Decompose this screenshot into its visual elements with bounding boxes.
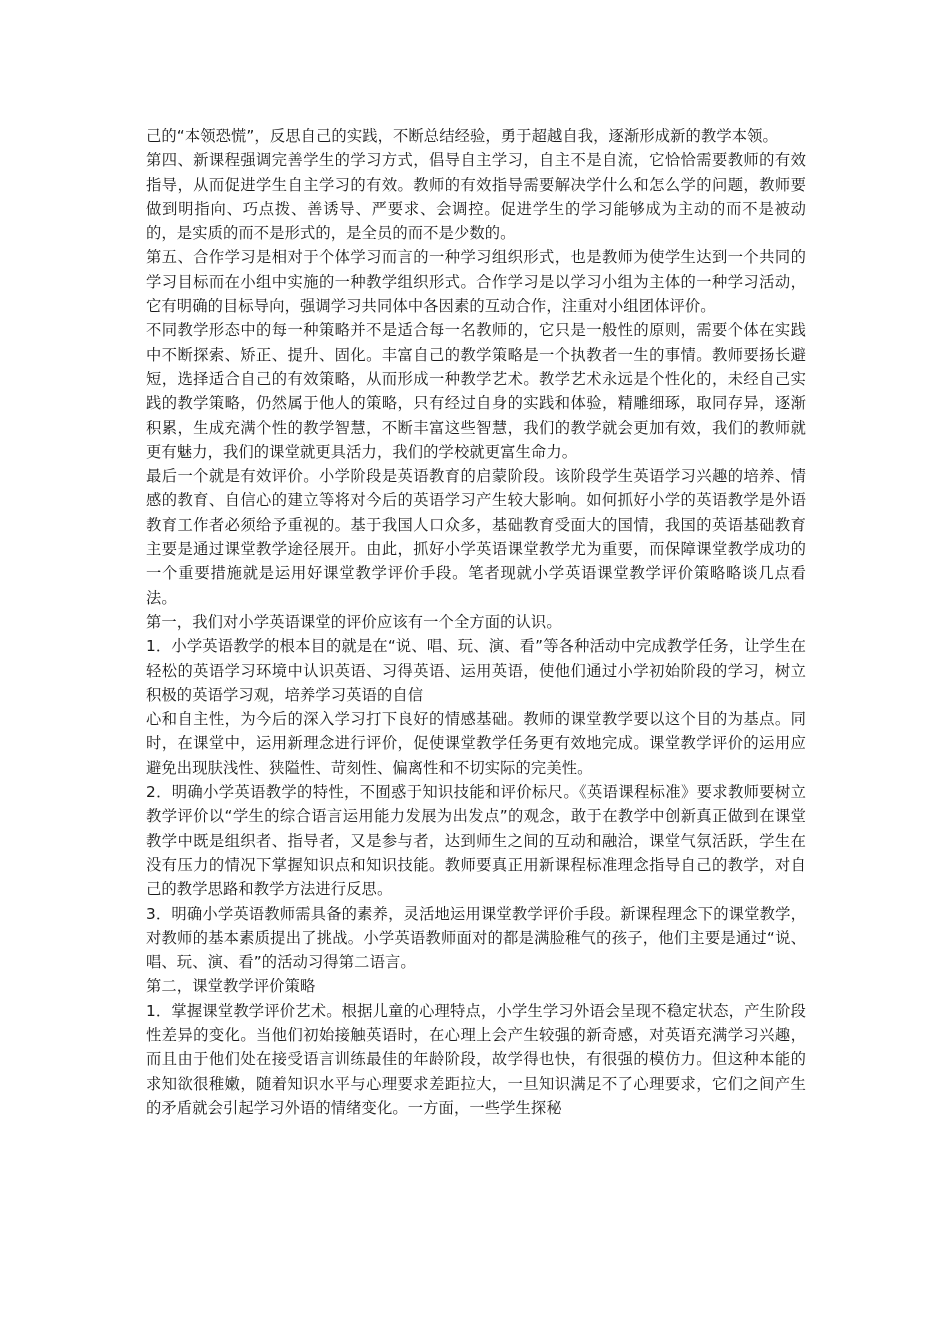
paragraph-1: 己的“本领恐慌”，反思自己的实践，不断总结经验，勇于超越自我，逐渐形成新的教学本领。: [146, 127, 778, 145]
paragraph-5: 最后一个就是有效评价。小学阶段是英语教育的启蒙阶段。该阶段学生英语学习兴趣的培养、情感的教育、自信心的建立等将对今后的英语学习产生较大影响。如何抓好小学的英语教学是外语教育工作者必须给予重视的。基于我国人口众多，基础教育受面大的国情，我国的英语基础教育主要是通过课堂教学途径展开。由此，抓好小学英语课堂教学尤为重要，而保障课堂教学成功的一个重要措施就是运用好课堂教学评价手段。笔者现就小学英语课堂教学评价策略略谈几点看法。: [146, 467, 806, 607]
paragraph-2: 第四、新课程强调完善学生的学习方式，倡导自主学习，自主不是自流，它恰恰需要教师的有效指导，从而促进学生自主学习的有效。教师的有效指导需要解决学什么和怎么学的问题，教师要做到明指向、巧点拨、善诱导、严要求、会调控。促进学生的学习能够成为主动的而不是被动的，是实质的而不是形式的，是全员的而不是少数的。: [146, 151, 806, 243]
document-body: [146, 124, 806, 1120]
paragraph-3: 第五、合作学习是相对于个体学习而言的一种学习组织形式，也是教师为使学生达到一个共同的学习目标而在小组中实施的一种教学组织形式。合作学习是以学习小组为主体的一种学习活动，它有明确的目标导向，强调学习共同体中各因素的互动合作，注重对小组团体评价。: [146, 248, 806, 316]
list-item-2: 2．明确小学英语教学的特性，不囿惑于知识技能和评价标尺。《英语课程标准》要求教师要树立教学评价以“学生的综合语言运用能力发展为出发点”的观念，敢于在教学中创新真正做到在课堂教学中既是组织者、指导者，又是参与者，达到师生之间的互动和融洽，课堂气氛活跃，学生在没有压力的情况下掌握知识点和知识技能。教师要真正用新课程标准理念指导自己的教学，对自己的教学思路和教学方法进行反思。: [146, 783, 806, 899]
list-item-1-continued: 心和自主性，为今后的深入学习打下良好的情感基础。教师的课堂教学要以这个目的为基点。同时，在课堂中，运用新理念进行评价，促使课堂教学任务更有效地完成。课堂教学评价的运用应避免出现肤浅性、狭隘性、苛刻性、偏离性和不切实际的完美性。: [146, 710, 806, 777]
list-item-3: 3．明确小学英语教师需具备的素养，灵活地运用课堂教学评价手段。新课程理念下的课堂教学，对教师的基本素质提出了挑战。小学英语教师面对的都是满脸稚气的孩子，他们主要是通过“说、唱、玩、演、看”的活动习得第二语言。: [146, 904, 806, 972]
list-item-1: 1．小学英语教学的根本目的就是在“说、唱、玩、演、看”等各种活动中完成教学任务，让学生在轻松的英语学习环境中认识英语、习得英语、运用英语，使他们通过小学初始阶段的学习，树立积极的英语学习观，培养学习英语的自信: [146, 637, 806, 704]
section-heading-second: 第二，课堂教学评价策略: [146, 977, 316, 996]
section-heading-first: 第一，我们对小学英语课堂的评价应该有一个全方面的认识。: [146, 612, 562, 631]
list-item-4: 1．掌握课堂教学评价艺术。根据儿童的心理特点，小学生学习外语会呈现不稳定状态，产生阶段性差异的变化。当他们初始接触英语时，在心理上会产生较强的新奇感，对英语充满学习兴趣，而且由于他们处在接受语言训练最佳的年龄阶段，故学得也快，有很强的模仿力。但这种本能的求知欲很稚嫩，随着知识水平与心理要求差距拉大，一旦知识满足不了心理要求，它们之间产生的矛盾就会引起学习外语的情绪变化。一方面，一些学生探秘: [146, 1001, 806, 1117]
paragraph-4: 不同教学形态中的每一种策略并不是适合每一名教师的，它只是一般性的原则，需要个体在实践中不断探索、矫正、提升、固化。丰富自己的教学策略是一个执教者一生的事情。教师要扬长避短，选择适合自己的有效策略，从而形成一种教学艺术。教学艺术永远是个性化的，未经自己实践的教学策略，仍然属于他人的策略，只有经过自身的实践和体验，精雕细琢，取同存异，逐渐积累，生成充满个性的教学智慧，不断丰富这些智慧，我们的教学就会更加有效，我们的教师就更有魅力，我们的课堂就更具活力，我们的学校就更富生命力。: [146, 321, 806, 461]
